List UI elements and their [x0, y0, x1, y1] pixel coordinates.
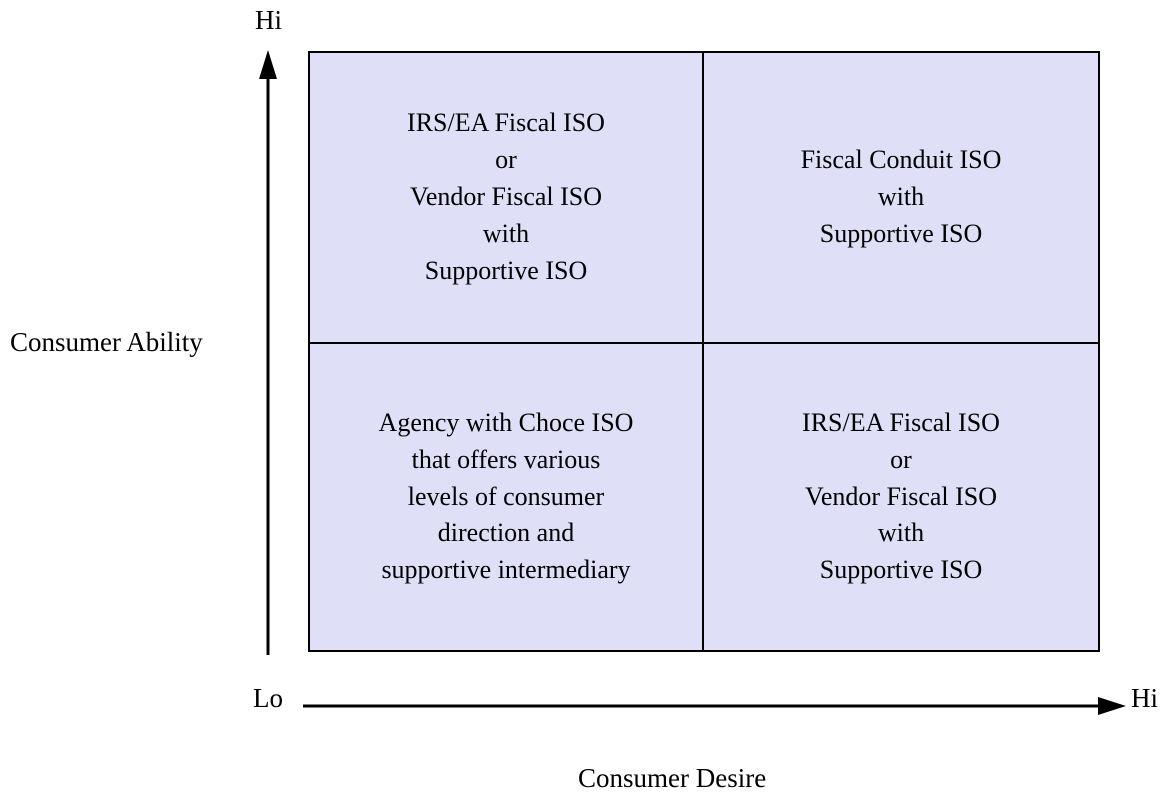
- y-axis-high-label: Hi: [255, 5, 282, 35]
- quadrant-top-left: IRS/EA Fiscal ISO or Vendor Fiscal ISO with Supportive ISO: [310, 53, 704, 344]
- quadrant-bottom-left: Agency with Choce ISO that offers various levels of consumer direction and supportive intermediary: [310, 344, 704, 650]
- quadrant-matrix: [308, 51, 1100, 652]
- quadrant-bottom-right: IRS/EA Fiscal ISO or Vendor Fiscal ISO with Supportive ISO: [802, 407, 1000, 585]
- quadrant-top-right: Fiscal Conduit ISO with Supportive ISO: [704, 53, 1098, 344]
- y-axis-title: Consumer Ability: [10, 327, 203, 357]
- x-axis-high-label: Hi: [1131, 683, 1158, 713]
- x-axis-low-label: Lo: [253, 683, 283, 713]
- x-axis-arrowhead: [1098, 697, 1126, 715]
- x-axis-title: Consumer Desire: [578, 763, 767, 793]
- y-axis-arrowhead: [259, 50, 277, 79]
